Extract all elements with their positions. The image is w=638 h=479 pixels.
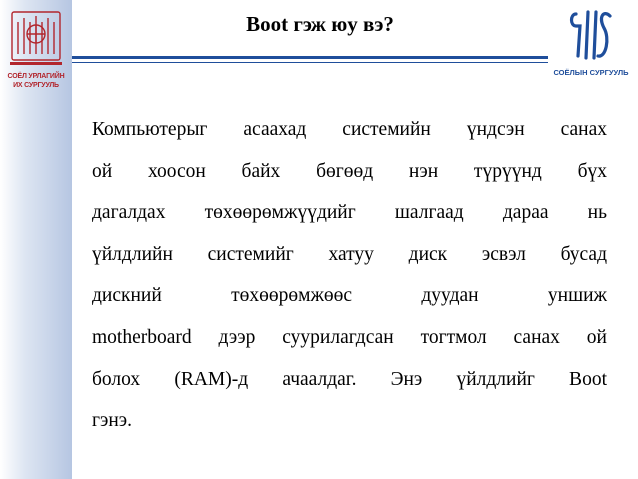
body-line: дагалдах төхөөрөмжүүдийг шалгаад дараа нь bbox=[92, 202, 607, 224]
body-line: ой хоосон байх бөгөөд нэн түрүүнд бүх bbox=[92, 160, 607, 182]
body-line: болох (RAM)-д ачаалдаг. Энэ үйлдлийг Boot bbox=[92, 368, 607, 390]
left-logo-text-line2: ИХ СУРГУУЛЬ bbox=[13, 82, 59, 89]
left-logo-text-line1: СОЁЛ УРЛАГИЙН bbox=[7, 73, 65, 80]
slide-title: Boot гэж юу вэ? bbox=[246, 12, 394, 36]
title-rule bbox=[72, 56, 548, 63]
body-line: гэнэ. bbox=[92, 410, 133, 432]
body-line: дискний төхөөрөмжөөс дуудан уншиж bbox=[92, 285, 607, 307]
left-decorative-bar bbox=[0, 0, 72, 479]
school-logo-icon bbox=[566, 6, 614, 66]
title-rule-thin bbox=[72, 62, 548, 63]
right-logo-text: СОЁЛЫН СУРГУУЛЬ bbox=[553, 68, 629, 77]
body-line: Компьютерыг асаахад системийн үндсэн санах bbox=[92, 119, 607, 140]
body-line: motherboard дээр суурилагдсан тогтмол санах ой bbox=[92, 326, 607, 348]
title-rule-thick bbox=[72, 56, 548, 59]
body-text bbox=[92, 109, 607, 442]
body-line: үйлдлийн системийг хатуу диск эсвэл бусад bbox=[92, 243, 607, 265]
